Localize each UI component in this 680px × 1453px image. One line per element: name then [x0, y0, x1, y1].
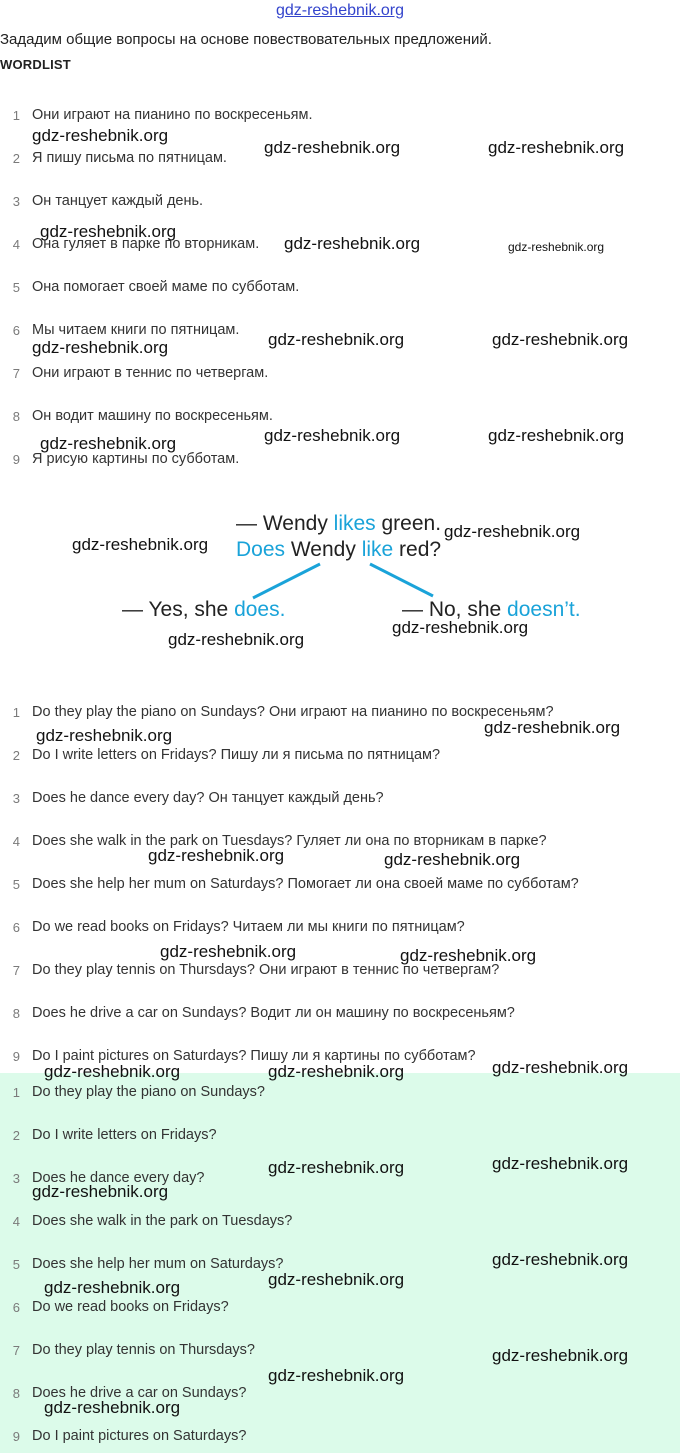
- item-text: Do they play tennis on Thursdays?: [32, 1342, 256, 1358]
- item-number: 8: [12, 1385, 20, 1401]
- watermark: gdz-reshebnik.org: [484, 718, 621, 737]
- item-text: Do I write letters on Fridays? Пишу ли я письма по пятницам?: [32, 747, 441, 763]
- watermark: gdz-reshebnik.org: [508, 240, 605, 254]
- watermark: gdz-reshebnik.org: [268, 1366, 405, 1385]
- item-number: 3: [12, 1170, 20, 1186]
- watermark: gdz-reshebnik.org: [492, 1154, 629, 1173]
- watermark: gdz-reshebnik.org: [40, 434, 177, 453]
- yes-verb: does.: [234, 598, 286, 621]
- list-item: [0, 147, 227, 169]
- item-text: Do I paint pictures on Saturdays? Пишу ли я картины по субботам?: [32, 1048, 476, 1064]
- item-text: Does he drive a car on Sundays? Водит ли он машину по воскресеньям?: [32, 1005, 515, 1021]
- item-text: Они играют в теннис по четвергам.: [32, 365, 269, 381]
- wordlist-heading: WORDLIST: [0, 57, 71, 72]
- item-number: 9: [12, 1428, 20, 1444]
- list-item: [0, 405, 273, 427]
- item-number: 3: [12, 193, 20, 209]
- watermark: gdz-reshebnik.org: [268, 330, 405, 349]
- item-number: 7: [12, 365, 20, 381]
- item-text: Does she walk in the park on Tuesdays?: [32, 1213, 293, 1229]
- watermark: gdz-reshebnik.org: [268, 1158, 405, 1177]
- watermark: gdz-reshebnik.org: [264, 138, 401, 157]
- list-item: [0, 1210, 292, 1232]
- site-link[interactable]: gdz-reshebnik.org: [275, 2, 405, 19]
- watermark: gdz-reshebnik.org: [268, 1270, 405, 1289]
- item-number: 5: [12, 1256, 20, 1272]
- item-text: Она помогает своей маме по субботам.: [32, 279, 300, 295]
- item-text: Do we read books on Fridays?: [32, 1299, 229, 1315]
- statement-dash: — Wendy: [236, 512, 334, 535]
- item-number: 5: [12, 279, 20, 295]
- item-text: Does she help her mum on Saturdays?: [32, 1256, 284, 1272]
- watermark: gdz-reshebnik.org: [44, 1398, 181, 1417]
- watermark: gdz-reshebnik.org: [488, 426, 625, 445]
- item-text: Does he dance every day? Он танцует каждый день?: [32, 790, 384, 806]
- watermark: gdz-reshebnik.org: [492, 330, 629, 349]
- diagram-yes-answer: [122, 598, 285, 622]
- watermark: gdz-reshebnik.org: [32, 126, 169, 145]
- list-item: [0, 787, 384, 809]
- question-rest: red?: [393, 538, 442, 561]
- watermark: gdz-reshebnik.org: [488, 138, 625, 157]
- list-item: [0, 1002, 515, 1024]
- item-text: Do they play tennis on Thursdays? Они играют в теннис по четвергам?: [32, 962, 500, 978]
- intro-text: Зададим общие вопросы на основе повествовательных предложений.: [0, 31, 492, 48]
- item-number: 2: [12, 150, 20, 166]
- item-text: Мы читаем книги по пятницам.: [32, 322, 240, 338]
- item-number: 6: [12, 919, 20, 935]
- item-number: 6: [12, 322, 20, 338]
- watermark: gdz-reshebnik.org: [40, 222, 177, 241]
- item-text: Он водит машину по воскресеньям.: [32, 408, 273, 424]
- item-number: 4: [12, 833, 20, 849]
- item-text: Я рисую картины по субботам.: [32, 451, 240, 467]
- statement-rest: green.: [375, 512, 442, 535]
- list-item: [0, 1425, 246, 1447]
- list-item: [0, 1124, 217, 1146]
- item-number: 7: [12, 1342, 20, 1358]
- list-item: [0, 362, 268, 384]
- list-item: [0, 873, 579, 895]
- list-item: [0, 276, 299, 298]
- item-number: 7: [12, 962, 20, 978]
- item-text: Does he dance every day?: [32, 1170, 205, 1186]
- item-number: 4: [12, 1213, 20, 1229]
- watermark: gdz-reshebnik.org: [72, 535, 209, 554]
- item-text: Does she walk in the park on Tuesdays? Гуляет ли она по вторникам в парке?: [32, 833, 547, 849]
- item-text: Я пишу письма по пятницам.: [32, 150, 227, 166]
- item-text: Do I paint pictures on Saturdays?: [32, 1428, 247, 1444]
- list-item: [0, 1081, 265, 1103]
- watermark: gdz-reshebnik.org: [44, 1062, 181, 1081]
- watermark: gdz-reshebnik.org: [492, 1250, 629, 1269]
- arrow-line-no: [370, 564, 433, 596]
- watermark: gdz-reshebnik.org: [384, 850, 521, 869]
- item-number: 2: [12, 1127, 20, 1143]
- watermark: gdz-reshebnik.org: [160, 942, 297, 961]
- item-number: 5: [12, 876, 20, 892]
- item-number: 9: [12, 1048, 20, 1064]
- item-text: Do they play the piano on Sundays? Они играют на пианино по воскресеньям?: [32, 704, 554, 720]
- item-text: Does she help her mum on Saturdays? Помогает ли она своей маме по субботам?: [32, 876, 579, 892]
- watermark: gdz-reshebnik.org: [392, 618, 529, 637]
- item-text: Do I write letters on Fridays?: [32, 1127, 217, 1143]
- item-text: Do they play the piano on Sundays?: [32, 1084, 265, 1100]
- item-number: 6: [12, 1299, 20, 1315]
- item-number: 4: [12, 236, 20, 252]
- item-number: 2: [12, 747, 20, 763]
- question-subject: Wendy: [285, 538, 362, 561]
- no-verb: doesn’t.: [507, 598, 581, 621]
- item-number: 9: [12, 451, 20, 467]
- watermark: gdz-reshebnik.org: [268, 1062, 405, 1081]
- list-item: [0, 104, 312, 126]
- list-item: [0, 1253, 283, 1275]
- watermark: gdz-reshebnik.org: [36, 726, 173, 745]
- item-number: 8: [12, 1005, 20, 1021]
- item-number: 1: [12, 1084, 20, 1100]
- watermark: gdz-reshebnik.org: [444, 522, 581, 541]
- watermark: gdz-reshebnik.org: [492, 1058, 629, 1077]
- list-item: [0, 916, 465, 938]
- watermark: gdz-reshebnik.org: [492, 1346, 629, 1365]
- list-item: [0, 1296, 229, 1318]
- yes-prefix: — Yes, she: [122, 598, 235, 621]
- statement-verb: likes: [333, 512, 376, 535]
- watermark: gdz-reshebnik.org: [264, 426, 401, 445]
- watermark: gdz-reshebnik.org: [32, 338, 169, 357]
- item-text: Он танцует каждый день.: [32, 193, 204, 209]
- item-text: Они играют на пианино по воскресеньям.: [32, 107, 313, 123]
- item-number: 1: [12, 704, 20, 720]
- watermark: gdz-reshebnik.org: [168, 630, 305, 649]
- list-item: [0, 744, 440, 766]
- watermark: gdz-reshebnik.org: [284, 234, 421, 253]
- item-text: Does he drive a car on Sundays?: [32, 1385, 247, 1401]
- watermark: gdz-reshebnik.org: [148, 846, 285, 865]
- watermark: gdz-reshebnik.org: [44, 1278, 181, 1297]
- list-item: [0, 1339, 255, 1361]
- list-item: [0, 190, 203, 212]
- question-verb: like: [361, 538, 394, 561]
- item-number: 1: [12, 107, 20, 123]
- watermark: gdz-reshebnik.org: [32, 1182, 169, 1201]
- list-item: [0, 701, 554, 723]
- item-text: Она гуляет в парке по вторникам.: [32, 236, 260, 252]
- item-number: 3: [12, 790, 20, 806]
- watermark: gdz-reshebnik.org: [400, 946, 537, 965]
- question-does: Does: [236, 538, 286, 561]
- item-text: Do we read books on Fridays? Читаем ли мы книги по пятницам?: [32, 919, 465, 935]
- arrow-line-yes: [253, 564, 320, 598]
- item-number: 8: [12, 408, 20, 424]
- no-prefix: — No, she: [402, 598, 508, 621]
